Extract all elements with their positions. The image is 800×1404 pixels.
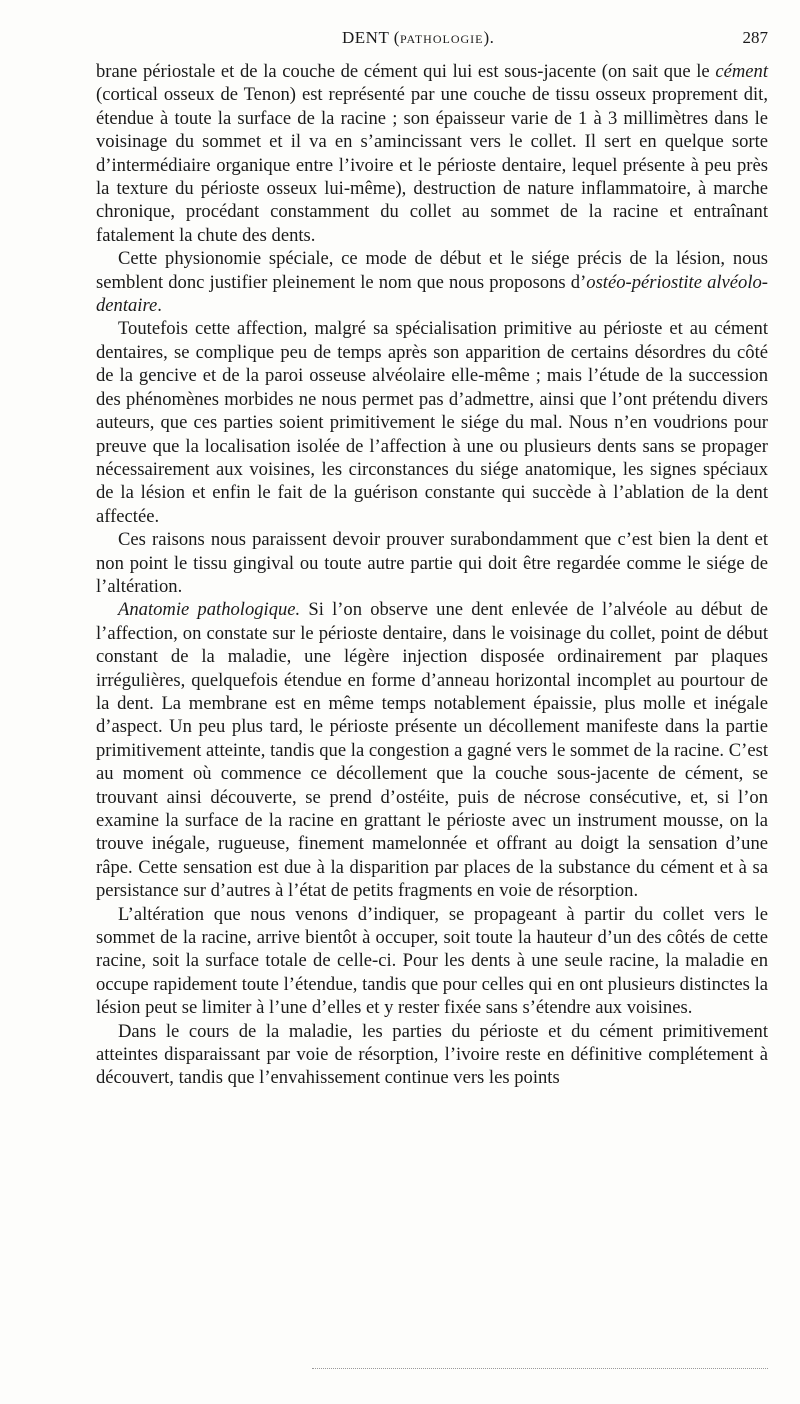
text-run: (cortical osseux de Tenon) est représenté par une couche de tissu osseux proprement dit, étendue à toute la surface de la racine ; son épaisseur varie de 1 à 3 millimètres dans le voisinage du sommet et il va en s’amincissant vers le collet. Il sert en quelque sorte d’intermédiaire organique entre l’ivoire et le périoste dentaire, lequel présente à peu près la texture du périoste osseux lui-même), destruction de nature inflammatoire, à marche chronique, procédant constamment du collet au sommet de la racine et entraînant fatalement la chute des dents. (96, 84, 768, 246)
text-run: brane périostale et de la couche de cément qui lui est sous-jacente (on sait que le (96, 61, 716, 82)
running-head-title: DENT ( (342, 28, 400, 47)
page-header (96, 28, 768, 56)
paragraph (96, 247, 768, 317)
running-head-close: ). (483, 28, 495, 47)
italic-text: ostéo-périostite alvéolo-dentaire (96, 271, 768, 317)
text-run: Ces raisons nous paraissent devoir prouver surabondamment que c’est bien la dent et non point le tissu gingival ou toute autre partie qui doit être regardée comme le siége de l’altération. (96, 529, 768, 597)
text-run: Si l’on observe une dent enlevée de l’alvéole au début de l’affection, on constate sur le périoste dentaire, dans le voisinage du collet, point de début constant de la maladie, une légère injection disposée ordinairement par plaques irrégulières, quelquefois étendue en forme d’anneau horizontal incomplet au pourtour de la dent. La membrane est en même temps notablement épaissie, plus molle et inégale d’aspect. Un peu plus tard, le périoste présente un décollement manifeste dans la partie primitivement atteinte, tandis que la congestion a gagné vers le sommet de la racine. C’est au moment où commence ce décollement que la couche sous-jacente de cément, se trouvant ainsi découverte, se prend d’ostéite, puis de nécrose consécutive, et, si l’on examine la surface de la racine en grattant le périoste avec un instrument mousse, on la trouve inégale, rugueuse, finement mamelonnée et offrant au doigt la sensation d’une râpe. Cette sensation est due à la disparition par places de la substance du cément et à sa persistance sur d’autres à l’état de petits fragments en voie de résorption. (96, 599, 769, 902)
text-run: Cette physionomie spéciale, ce mode de début et le siége précis de la lésion, nous semblent donc justifier pleinement le nom que nous proposons d’ (96, 248, 768, 293)
paragraph (96, 903, 768, 1020)
paragraph (96, 1020, 768, 1090)
page-number: 287 (742, 28, 768, 47)
text-run: L’altération que nous venons d’indiquer, se propageant à partir du collet vers le sommet de la racine, arrive bientôt à occuper, soit toute la hauteur d’un des côtés de cette racine, soit la surface totale de celle-ci. Pour les dents à une seule racine, la maladie en occupe rapidement toute l’étendue, tandis que pour celles qui en ont plusieurs distinctes la lésion peut se limiter à l’une d’elles et y rester fixée sans s’étendre aux voisines. (96, 903, 768, 1019)
text-run: Dans le cours de la maladie, les parties du périoste et du cément primitivement atteintes disparaissant par voie de résorption, l’ivoire reste en définitive complétement à découvert, tandis que l’envahissement continue vers les points (96, 1020, 768, 1089)
italic-text: Anatomie pathologique. (118, 599, 301, 621)
text-run: Toutefois cette affection, malgré sa spécialisation primitive au périoste et au cément dentaires, se complique peu de temps après son apparition de certains désordres du côté de la gencive et de la paroi osseuse alvéolaire elle-même ; mais l’étude de la succession des phénomènes morbides ne nous permet pas d’admettre, ainsi que l’ont prétendu divers auteurs, que ces parties soient primitivement le siége du mal. Nous n’en voudrions pour preuve que la localisation isolée de l’affection à une ou plusieurs dents sans se propager nécessairement aux voisines, les circonstances du siége anatomique, les signes spéciaux de la lésion et enfin le fait de la guérison constante qui succède à l’ablation de la dent affectée. (96, 318, 768, 527)
body-text (96, 60, 768, 1090)
paragraph (96, 598, 768, 902)
paragraph (96, 528, 768, 598)
footer-dotted-rule (312, 1368, 768, 1369)
running-head-section: PATHOLOGIE (399, 32, 484, 46)
text-run: . (157, 295, 162, 317)
running-head (342, 28, 494, 48)
paragraph (96, 60, 768, 247)
paragraph (96, 317, 768, 528)
italic-text: cément (715, 61, 768, 82)
